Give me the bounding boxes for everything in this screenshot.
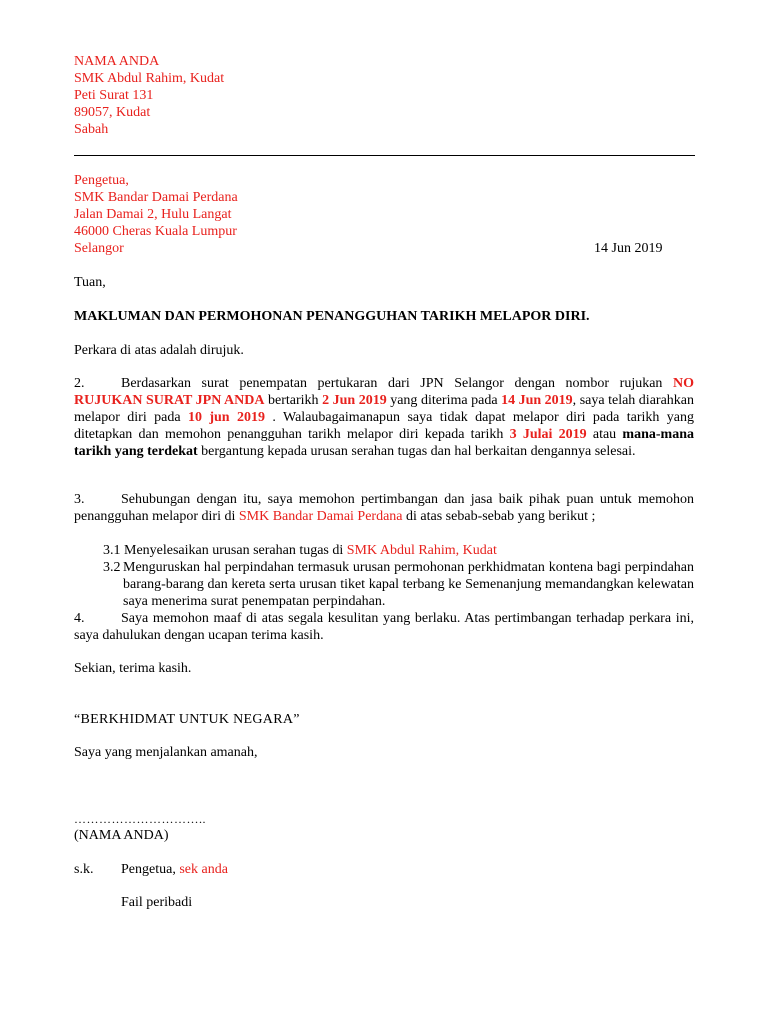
paragraph-3-number: 3. (74, 492, 85, 507)
sender-postcode-city: 89057, Kudat (74, 105, 151, 120)
sender-state: Sabah (74, 122, 109, 137)
sender-name: NAMA ANDA (74, 54, 160, 69)
closing: Sekian, terima kasih. (74, 661, 192, 676)
recipient-school: SMK Bandar Damai Perdana (74, 190, 238, 205)
subject-line: MAKLUMAN DAN PERMOHONAN PENANGGUHAN TARIKH MELAPOR DIRI. (74, 309, 590, 324)
sender-address (74, 53, 224, 138)
paragraph-1: Perkara di atas adalah dirujuk. (74, 343, 244, 358)
salutation: Tuan, (74, 275, 106, 290)
paragraph-4: 4. Saya memohon maaf di atas segala kesulitan yang berlaku. Atas pertimbangan terhadap perkara ini, saya dahulukan dengan ucapan terima kasih. (74, 611, 694, 643)
cc-school: sek anda (179, 862, 228, 877)
recipient-state: Selangor (74, 241, 124, 256)
cc-line-2: Fail peribadi (121, 895, 193, 910)
nearest-date-phrase: mana-mana tarikh yang terdekat (74, 427, 694, 459)
item-3-1: 3.1 Menyelesaikan urusan serahan tugas di SMK Abdul Rahim, Kudat (103, 543, 497, 558)
sign-off: Saya yang menjalankan amanah, (74, 745, 258, 760)
recipient-address (74, 172, 238, 257)
cc-label: s.k. (74, 862, 94, 877)
sender-po-box: Peti Surat 131 (74, 88, 154, 103)
letter-date-ref: 2 Jun 2019 (322, 393, 387, 408)
signer-name: (NAMA ANDA) (74, 828, 169, 843)
paragraph-2: 2. Berdasarkan surat penempatan pertukaran dari JPN Selangor dengan nombor rujukan NO RUJUKAN SURAT JPN ANDA bertarikh 2 Jun 2019 yang diterima pada 14 Jun 2019, saya telah diarahkan melapor diri pada 10 jun 2019 . Walaubagaimanapun saya tidak dapat melapor diri pada tarikh yang ditetapkan dan memohon penangguhan tarikh melapor diri kepada tarikh 3 Julai 2019 atau mana-mana tarikh yang terdekat bergantung kepada urusan serahan tugas dan hal berkaitan dengannya selesai. (74, 376, 695, 459)
requested-date: 3 Julai 2019 (509, 427, 587, 442)
received-date: 14 Jun 2019 (501, 393, 573, 408)
reference-number: NO RUJUKAN SURAT JPN ANDA (74, 376, 694, 408)
paragraph-3: 3. Sehubungan dengan itu, saya memohon pertimbangan dan jasa baik pihak puan untuk memohon penangguhan melapor diri di SMK Bandar Damai Perdana di atas sebab-sebab yang berikut ; (74, 492, 694, 524)
recipient-postcode-city: 46000 Cheras Kuala Lumpur (74, 224, 237, 239)
report-date: 10 jun 2019 (187, 410, 265, 425)
motto: “BERKHIDMAT UNTUK NEGARA” (74, 712, 300, 727)
paragraph-2-number: 2. (74, 376, 85, 391)
header-divider (74, 155, 695, 156)
letter-date: 14 Jun 2019 (594, 241, 663, 256)
sender-school: SMK Abdul Rahim, Kudat (74, 71, 225, 86)
item-3-2-text: Menguruskan hal perpindahan termasuk urusan permohonan perkhidmatan kontena bagi perpindahan barang-barang dan kereta serta urusan tiket kapal terbang ke Semenanjung memandangkan kelewatan saya menerima surat penempatan perpindahan. (123, 560, 694, 609)
item-3-2-number: 3.2 (103, 560, 121, 575)
recipient-street: Jalan Damai 2, Hulu Langat (74, 207, 232, 222)
current-school: SMK Abdul Rahim, Kudat (346, 543, 497, 558)
recipient-title: Pengetua, (74, 173, 129, 188)
paragraph-4-number: 4. (74, 611, 85, 626)
cc-line-1: Pengetua, sek anda (121, 862, 228, 877)
signature-dots: ………………………….. (74, 812, 206, 826)
target-school: SMK Bandar Damai Perdana (238, 509, 403, 524)
